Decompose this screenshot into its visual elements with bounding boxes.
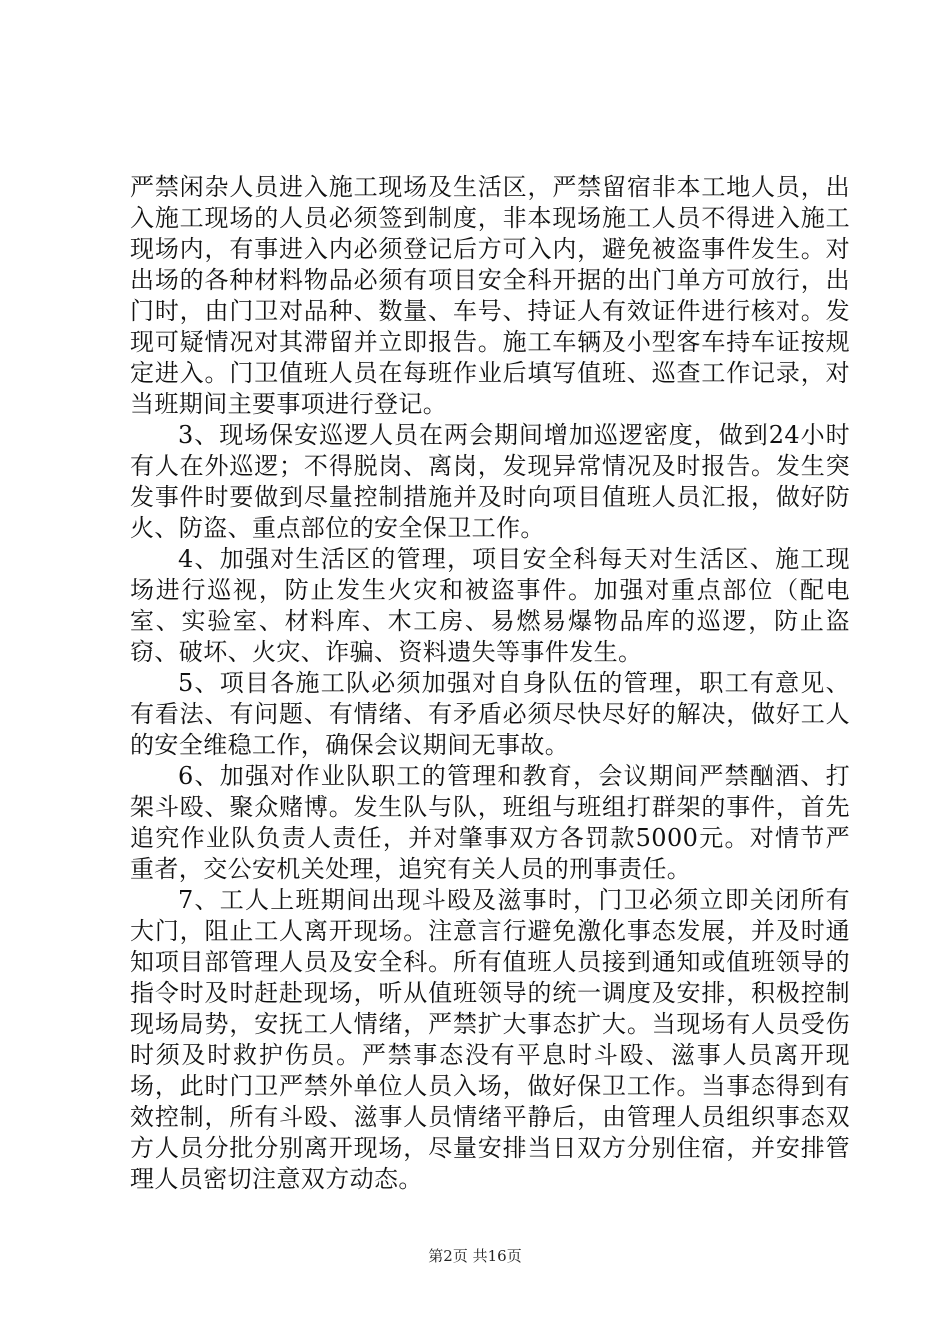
paragraph-item-5: 5、项目各施工队必须加强对自身队伍的管理，职工有意见、有看法、有问题、有情绪、有矛盾必须尽快尽好的解决，做好工人的安全维稳工作，确保会议期间无事故。 xyxy=(130,669,850,759)
paragraph-item-7: 7、工人上班期间出现斗殴及滋事时，门卫必须立即关闭所有大门，阻止工人离开现场。注意言行避免激化事态发展，并及时通知项目部管理人员及安全科。所有值班人员接到通知或值班领导的指令时及时赶赴现场，听从值班领导的统一调度及安排，积极控制现场局势，安抚工人情绪，严禁扩大事态扩大。当现场有人员受伤时须及时救护伤员。严禁事态没有平息时斗殴、滋事人员离开现场，此时门卫严禁外单位人员入场，做好保卫工作。当事态得到有效控制，所有斗殴、滋事人员情绪平静后，由管理人员组织事态双方人员分批分别离开现场，尽量安排当日双方分别住宿，并安排管理人员密切注意双方动态。 xyxy=(130,886,850,1193)
paragraph-item-4: 4、加强对生活区的管理，项目安全科每天对生活区、施工现场进行巡视，防止发生火灾和被盗事件。加强对重点部位（配电室、实验室、材料库、木工房、易燃易爆物品库的巡逻，防止盗窃、破坏、火灾、诈骗、资料遗失等事件发生。 xyxy=(130,545,850,666)
paragraph-item-3: 3、现场保安巡逻人员在两会期间增加巡逻密度，做到24小时有人在外巡逻；不得脱岗、离岗，发现异常情况及时报告。发生突发事件时要做到尽量控制措施并及时向项目值班人员汇报，做好防火、防盗、重点部位的安全保卫工作。 xyxy=(130,421,850,542)
paragraph-continued: 严禁闲杂人员进入施工现场及生活区，严禁留宿非本工地人员，出入施工现场的人员必须签到制度，非本现场施工人员不得进入施工现场内，有事进入内必须登记后方可入内，避免被盗事件发生。对出场的各种材料物品必须有项目安全科开据的出门单方可放行，出门时，由门卫对品种、数量、车号、持证人有效证件进行核对。发现可疑情况对其滞留并立即报告。施工车辆及小型客车持车证按规定进入。门卫值班人员在每班作业后填写值班、巡查工作记录，对当班期间主要事项进行登记。 xyxy=(130,173,850,418)
page-number-footer: 第2页 共16页 xyxy=(428,1247,522,1265)
document-body xyxy=(130,172,850,1195)
paragraph-item-6: 6、加强对作业队职工的管理和教育，会议期间严禁酗酒、打架斗殴、聚众赌博。发生队与队，班组与班组打群架的事件，首先追究作业队负责人责任，并对肇事双方各罚款5000元。对情节严重者，交公安机关处理，追究有关人员的刑事责任。 xyxy=(130,762,850,883)
